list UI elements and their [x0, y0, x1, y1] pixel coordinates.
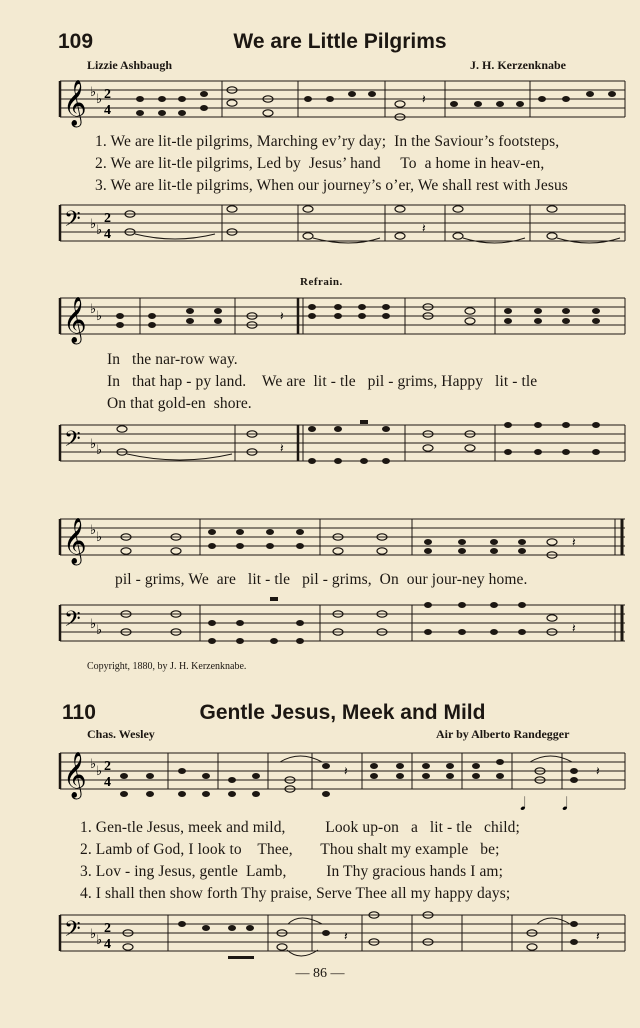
system-1-treble-staff	[0, 76, 640, 136]
svg-text:𝅘𝅥: 𝅘𝅥	[520, 794, 526, 814]
svg-text:♭: ♭	[90, 756, 97, 771]
refrain-line-3: On that gold-en shore.	[107, 395, 252, 412]
svg-text:𝄞: 𝄞	[63, 518, 87, 564]
refrain-line-2: In that hap - py land. We are lit - tle pil - grims, Happy lit - tle	[107, 373, 538, 390]
svg-text:♭: ♭	[90, 926, 97, 941]
svg-text:𝄽: 𝄽	[422, 92, 426, 106]
svg-text:𝄢: 𝄢	[64, 207, 81, 237]
svg-text:♭: ♭	[90, 522, 97, 537]
svg-text:4: 4	[104, 937, 111, 952]
svg-text:♭: ♭	[90, 301, 97, 316]
system-3-bass-staff	[0, 600, 640, 650]
hymn-109-number: 109	[58, 30, 94, 53]
svg-text:𝄽: 𝄽	[572, 535, 576, 549]
svg-text:𝄞: 𝄞	[63, 80, 87, 126]
hymn-110-bass-staff	[0, 910, 640, 970]
hymn-110-number: 110	[62, 701, 96, 724]
page-number: — 86 —	[295, 966, 345, 981]
hymn-110-verse-1: 1. Gen-tle Jesus, meek and mild, Look up-on a lit - tle child;	[80, 819, 520, 836]
svg-text:𝄢: 𝄢	[64, 607, 81, 637]
hymn-110-author: Chas. Wesley	[87, 727, 155, 741]
svg-text:♭: ♭	[90, 436, 97, 451]
svg-text:4: 4	[104, 103, 111, 118]
svg-text:♭: ♭	[96, 308, 103, 323]
hymn-110-verse-3: 3. Lov - ing Jesus, gentle Lamb, In Thy gracious hands I am;	[80, 863, 503, 880]
hymn-109-title: We are Little Pilgrims	[233, 30, 447, 53]
svg-text:♭: ♭	[96, 442, 103, 457]
svg-text:♭: ♭	[96, 932, 103, 947]
hymn-109-verse-2: 2. We are lit-tle pilgrims, Led by Jesus’ hand To a home in heav-en,	[95, 155, 545, 172]
svg-text:♭: ♭	[96, 91, 103, 106]
svg-text:♭: ♭	[96, 763, 103, 778]
svg-text:𝄽: 𝄽	[344, 764, 348, 778]
svg-text:♭: ♭	[90, 216, 97, 231]
svg-text:2: 2	[104, 759, 111, 774]
svg-text:♭: ♭	[96, 222, 103, 237]
refrain-label: Refrain.	[300, 276, 343, 288]
svg-text:𝄽: 𝄽	[344, 929, 348, 943]
system-3-treble-staff	[0, 514, 640, 564]
svg-text:𝄽: 𝄽	[422, 221, 426, 235]
hymn-110-treble-staff	[0, 748, 640, 818]
svg-text:𝄢: 𝄢	[64, 917, 81, 947]
hymn-109-verse-1: 1. We are lit-tle pilgrims, Marching ev’ry day; In the Saviour’s footsteps,	[95, 133, 560, 150]
svg-text:2: 2	[104, 921, 111, 936]
hymn-109-composer: J. H. Kerzenknabe	[470, 58, 566, 72]
svg-text:𝄞: 𝄞	[63, 297, 87, 343]
refrain-line-1: In the nar-row way.	[107, 351, 238, 368]
hymn-109-author: Lizzie Ashbaugh	[87, 58, 173, 72]
hymn-109-verse-3: 3. We are lit-tle pilgrims, When our journey’s o’er, We shall rest with Jesus	[95, 177, 568, 194]
hymn-110-title: Gentle Jesus, Meek and Mild	[199, 701, 486, 724]
svg-text:♭: ♭	[90, 616, 97, 631]
svg-text:𝅘𝅥: 𝅘𝅥	[562, 794, 568, 814]
system-2-bass-staff	[0, 420, 640, 470]
hymn-110-verse-4: 4. I shall then show forth Thy praise, Serve Thee all my happy days;	[80, 885, 511, 902]
system-1-bass-staff	[0, 200, 640, 250]
final-lyric-line: pil - grims, We are lit - tle pil - grims, On our jour-ney home.	[115, 571, 528, 588]
svg-text:𝄽: 𝄽	[596, 764, 600, 778]
svg-text:♭: ♭	[90, 84, 97, 99]
svg-text:4: 4	[104, 227, 111, 242]
hymn-110-composer: Air by Alberto Randegger	[436, 727, 570, 741]
svg-text:♭: ♭	[96, 622, 103, 637]
svg-text:𝄢: 𝄢	[64, 427, 81, 457]
svg-text:𝄽: 𝄽	[280, 441, 284, 455]
copyright-notice: Copyright, 1880, by J. H. Kerzenknabe.	[87, 661, 247, 672]
system-2-treble-staff	[0, 293, 640, 343]
svg-text:4: 4	[104, 775, 111, 790]
svg-text:𝄞: 𝄞	[63, 752, 87, 798]
svg-text:𝄽: 𝄽	[572, 621, 576, 635]
svg-text:♭: ♭	[96, 529, 103, 544]
svg-text:𝄽: 𝄽	[596, 929, 600, 943]
svg-text:2: 2	[104, 211, 111, 226]
svg-text:𝄽: 𝄽	[280, 309, 284, 323]
hymn-110-verse-2: 2. Lamb of God, I look to Thee, Thou shalt my example be;	[80, 841, 500, 858]
svg-text:2: 2	[104, 87, 111, 102]
